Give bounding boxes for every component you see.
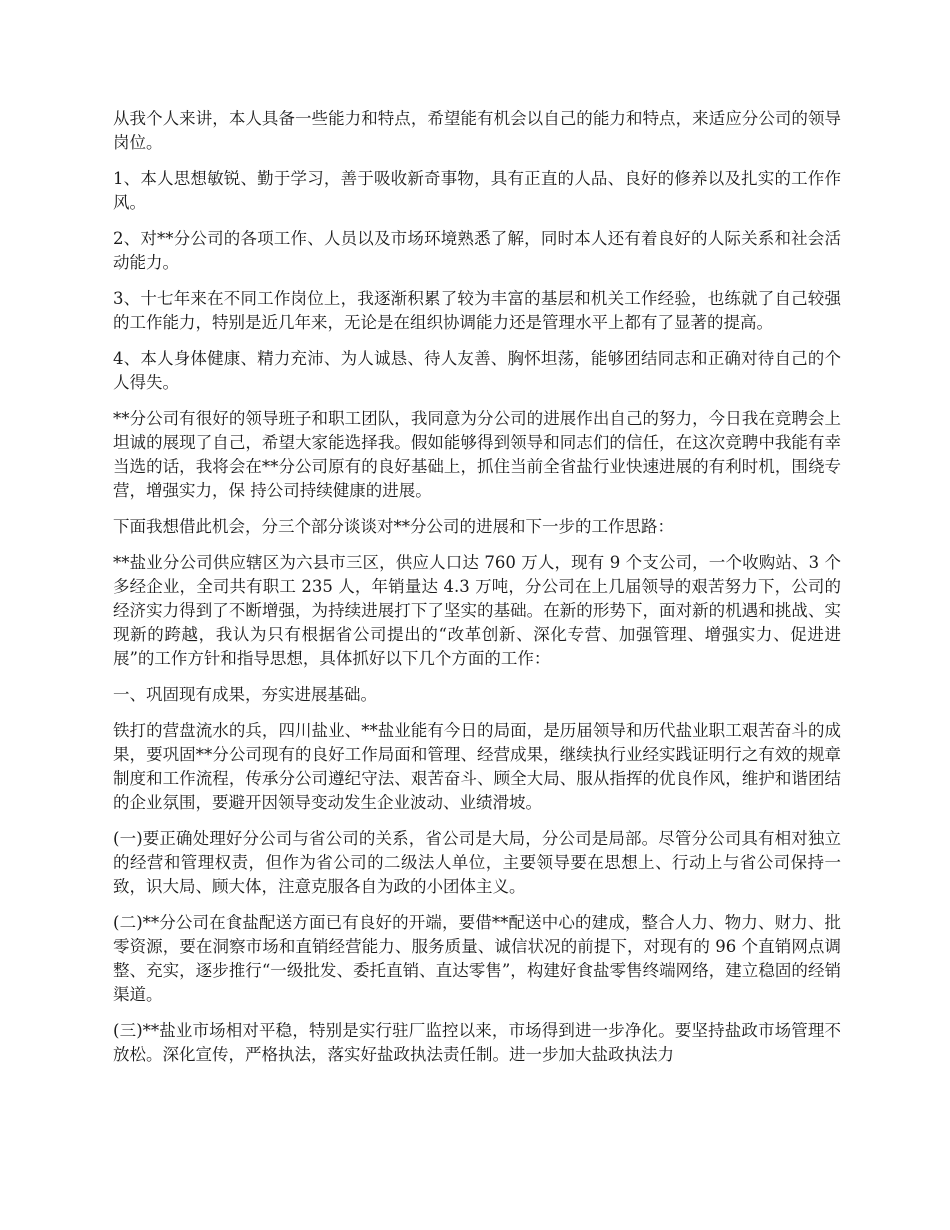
paragraph-point-3: 3、十七年来在不同工作岗位上，我逐渐积累了较为丰富的基层和机关工作经验，也练就了自己较强的工作能力，特别是近几年来，无论是在组织协调能力还是管理水平上都有了显著的提高。 — [113, 289, 841, 332]
paragraph-transition: 下面我想借此机会，分三个部分谈谈对**分公司的进展和下一步的工作思路： — [113, 517, 674, 536]
paragraph-point-1: 1、本人思想敏锐、勤于学习，善于吸收新奇事物，具有正直的人品、良好的修养以及扎实的工作作风。 — [113, 169, 841, 212]
document-page — [113, 107, 841, 1079]
paragraph-history: 铁打的营盘流水的兵，四川盐业、**盐业能有今日的局面，是历届领导和历代盐业职工艰苦奋斗的成果，要巩固**分公司现有的良好工作局面和管理、经营成果，继续执行业经实践证明行之有效的规章制度和工作流程，传承分公司遵纪守法、艰苦奋斗、顾全大局、服从指挥的优良作风，维护和谐团结的企业氛围，要避开因领导变动发生企业波动、业绩滑坡。 — [113, 721, 841, 812]
paragraph-sub-1: (一)要正确处理好分公司与省公司的关系，省公司是大局，分公司是局部。尽管分公司具有相对独立的经营和管理权责，但作为省公司的二级法人单位，主要领导要在思想上、行动上与省公司保持一致，识大局、顾大体，注意克服各自为政的小团体主义。 — [113, 829, 841, 896]
paragraph-team: **分公司有很好的领导班子和职工团队，我同意为分公司的进展作出自己的努力，今日我在竞聘会上坦诚的展现了自己，希望大家能选择我。假如能够得到领导和同志们的信任，在这次竞聘中我能有幸当选的话，我将会在**分公司原有的良好基础上，抓住当前全省盐行业快速进展的有利时机，围绕专营，增强实力，保 持公司持续健康的进展。 — [113, 409, 841, 500]
paragraph-point-2: 2、对**分公司的各项工作、人员以及市场环境熟悉了解，同时本人还有着良好的人际关系和社会活动能力。 — [113, 229, 841, 272]
paragraph-sub-2: (二)**分公司在食盐配送方面已有良好的开端，要借**配送中心的建成，整合人力、物力、财力、批零资源，要在洞察市场和直销经营能力、服务质量、诚信状况的前提下，对现有的 96 个直销网点调整、充实，逐步推行“一级批发、委托直销、直达零售”，构建好食盐零售终端网络，建立稳固的经销渠道。 — [113, 913, 841, 1004]
paragraph-point-4: 4、本人身体健康、精力充沛、为人诚恳、待人友善、胸怀坦荡，能够团结同志和正确对待自己的个人得失。 — [113, 349, 841, 392]
section-heading-1: 一、巩固现有成果，夯实进展基础。 — [113, 685, 377, 704]
paragraph-intro: 从我个人来讲，本人具备一些能力和特点，希望能有机会以自己的能力和特点，来适应分公司的领导岗位。 — [113, 109, 841, 152]
paragraph-overview: **盐业分公司供应辖区为六县市三区，供应人口达 760 万人，现有 9 个支公司，一个收购站、3 个多经企业，全司共有职工 235 人，年销量达 4.3 万吨，分公司在上几届领导的艰苦努力下，公司的经济实力得到了不断增强，为持续进展打下了坚实的基础。在新的形势下，面对新的机遇和挑战、实现新的跨越，我认为只有根据省公司提出的“改革创新、深化专营、加强管理、增强实力、促进进展”的工作方针和指导思想，具体抓好以下几个方面的工作： — [113, 553, 841, 668]
paragraph-sub-3: (三)**盐业市场相对平稳，特别是实行驻厂监控以来，市场得到进一步净化。要坚持盐政市场管理不放松。深化宣传，严格执法，落实好盐政执法责任制。进一步加大盐政执法力 — [113, 1021, 841, 1064]
